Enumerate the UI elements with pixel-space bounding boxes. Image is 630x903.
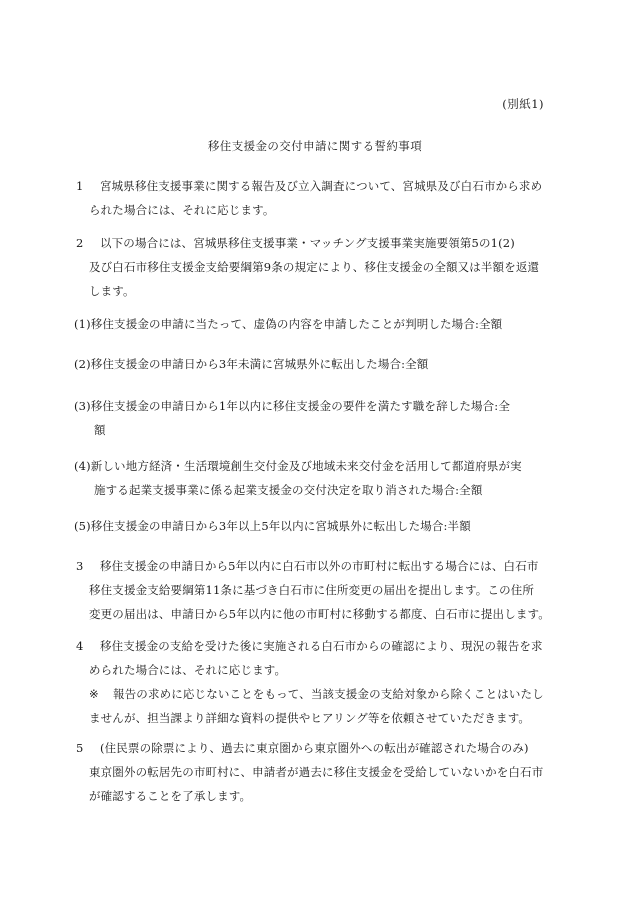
item-text-line: 移住支援金の申請日から5年以内に白石市以外の市町村に転出する場合には、白石市	[100, 559, 539, 573]
item-number: 2	[76, 236, 84, 250]
subitem-text-line: 移住支援金の申請日から1年以内に移住支援金の要件を満たす職を辞した場合:全	[90, 399, 510, 413]
subitem-5	[74, 514, 556, 538]
item-5	[76, 736, 556, 808]
page-title: 移住支援金の交付申請に関する誓約事項	[207, 139, 423, 153]
item-text-line: 東京圏外の転居先の市町村に、申請者が過去に移住支援金を受給していないかを白石市	[89, 765, 544, 779]
subitem-label: (2)	[74, 357, 91, 371]
subitem-3	[74, 394, 556, 442]
subitem-label: (4)	[74, 459, 91, 473]
subitem-label: (1)	[74, 317, 91, 331]
item-text-line: 移住支援金の支給を受けた後に実施される白石市からの確認により、現況の報告を求	[100, 639, 543, 653]
subitem-label: (5)	[74, 519, 91, 533]
subitem-text-line: 施する起業支援事業に係る起業支援金の交付決定を取り消された場合:全額	[94, 483, 483, 497]
item-text-line: られた場合には、それに応じます。	[89, 203, 275, 217]
subitem-4	[74, 454, 556, 502]
subitem-text-line: 移住支援金の申請日から3年未満に宮城県外に転出した場合:全額	[90, 357, 429, 371]
item-1	[76, 174, 556, 222]
item-text-line: します。	[89, 284, 135, 298]
subitem-text-line: 新しい地方経済・生活環境創生交付金及び地域未来交付金を活用して都道府県が実	[90, 459, 522, 473]
item-number: 4	[76, 639, 84, 653]
item-number: 1	[76, 179, 84, 193]
subitem-text-line: 額	[94, 423, 106, 437]
item-text-line: 変更の届出は、申請日から5年以内に他の市町村に移動する都度、白石市に提出します。	[89, 607, 550, 621]
subitem-label: (3)	[74, 399, 91, 413]
item-text-line: (住民票の除票により、過去に東京圏から東京圏外への転出が確認された場合のみ)	[100, 741, 529, 755]
item-text-line: が確認することを了承します。	[89, 789, 252, 803]
subitem-text-line: 移住支援金の申請に当たって、虚偽の内容を申請したことが判明した場合:全額	[90, 317, 503, 331]
item-2	[76, 231, 556, 303]
subitem-text-line: 移住支援金の申請日から3年以上5年以内に宮城県外に転出した場合:半額	[90, 519, 471, 533]
annex-label: (別紙1)	[502, 97, 544, 111]
item-number: 5	[76, 741, 84, 755]
item-number: 3	[76, 559, 84, 573]
item-text-line: められた場合には、それに応じます。	[89, 663, 287, 677]
subitem-1	[74, 312, 556, 336]
item-text-line: 及び白石市移住支援金支給要綱第9条の規定により、移住支援金の全額又は半額を返還	[89, 260, 540, 274]
subitem-2	[74, 352, 556, 376]
note-text-line: 報告の求めに応じないことをもって、当該支援金の支給対象から除くことはいたし	[113, 687, 544, 701]
note-text-line: ませんが、担当課より詳細な資料の提供やヒアリング等を依頼させていただきます。	[89, 711, 531, 725]
item-text-line: 以下の場合には、宮城県移住支援事業・マッチング支援事業実施要領第5の1(2)	[100, 236, 515, 250]
item-3	[76, 554, 556, 626]
item-text-line: 宮城県移住支援事業に関する報告及び立入調査について、宮城県及び白石市から求め	[100, 179, 543, 193]
item-4	[76, 634, 556, 730]
item-text-line: 移住支援金支給要綱第11条に基づき白石市に住所変更の届出を提出します。この住所	[89, 583, 535, 597]
note-mark: ※	[89, 687, 99, 701]
